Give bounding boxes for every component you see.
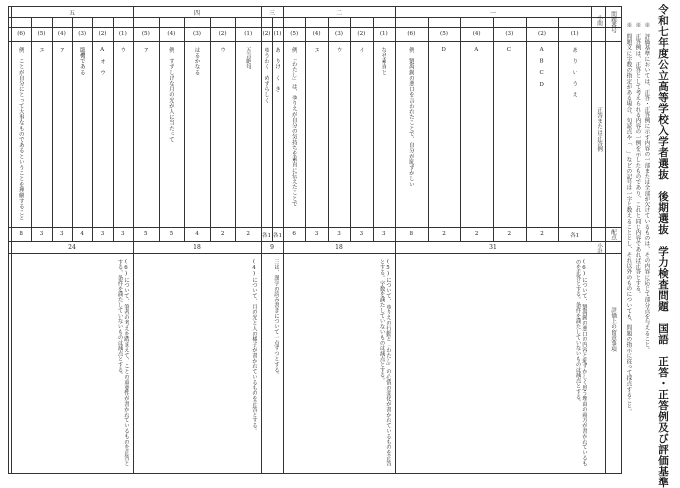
section-5-q4-answer: ア (58, 47, 65, 53)
section-5-q5-answer: エ (38, 47, 45, 53)
section-5-label: 五 (68, 10, 75, 17)
section-3-label: 三 (268, 10, 275, 17)
section-2-q5-answer: 例 「わたし」は、ゆりえが自分の気持ちを素直に伝えたことで (290, 47, 297, 207)
section-1-q6-number: (6) (407, 31, 416, 37)
header-shokei: 小計 (596, 243, 602, 255)
section-2-q2-answer: イ (357, 47, 364, 53)
section-2-q5-points: 6 (292, 231, 296, 237)
section-5-q3-answer: 臨機である (78, 47, 85, 75)
section-5-q3-points: 4 (80, 231, 84, 237)
section-5-q4-number: (4) (57, 31, 66, 37)
note-1: ※ 評価基準においては、正答・正答例に示す内容の一部または全部が欠けているものは、その内容に応じて部分点を与えること。 (643, 22, 650, 353)
section-2-q2-points: 3 (359, 231, 364, 237)
header-shomon: 小問 (596, 15, 602, 27)
section-1-q3-number: (3) (505, 31, 514, 37)
section-4-q2-points: 2 (220, 231, 225, 237)
section-4-q5-points: 5 (144, 231, 148, 237)
section-1-criteria: (6)について、劉禹錫の悪口の内容と恥ずかしく思う理由の両方が書かれているものを正答とする。条件を満たしていないものは減点とする。 (574, 259, 587, 466)
section-4-label: 四 (193, 10, 200, 17)
section-2-q2-number: (2) (357, 31, 366, 37)
section-4-q1-answer: 五言絶句 (244, 47, 251, 70)
section-1-subtotal: 31 (489, 244, 497, 251)
header-kumon: 問題番号 (610, 11, 616, 34)
section-1-q1-number: (1) (570, 31, 579, 37)
section-2-q5-number: (5) (290, 31, 299, 37)
section-4-q1-points: 2 (246, 231, 250, 237)
section-1-q3-points: 2 (507, 231, 512, 237)
section-5-q4-points: 3 (60, 231, 64, 237)
section-2-q1-points: 3 (382, 231, 386, 237)
section-5-q2-points: 3 (100, 231, 105, 237)
section-5-q5-points: 3 (39, 231, 44, 237)
answer-table (8, 6, 622, 474)
section-2-q4-number: (4) (312, 31, 321, 37)
section-2-q1-answer: なぜ素直と (380, 47, 387, 75)
note-2: ※ 正答例は、正答として考えられる内容の一例を示したものであり、これと同じ内容であれば正答とする。 (634, 22, 641, 297)
section-1-q6-answer: 例 劉禹錫の悪口を言われたことで、自分が恥ずかしい (407, 47, 414, 187)
note-3: ※ 問題文に字数の指定がある場合、句読点や「 」などの記号は一字と数えることとし、それ以外のものについても、問題の指示に従って採点すること。 (625, 22, 632, 415)
section-5-q2-number: (2) (98, 31, 107, 37)
section-3-q1-answer: あ りけ く き (274, 47, 281, 92)
section-4-q4-number: (4) (167, 31, 176, 37)
section-1-q4-answer: A (473, 47, 480, 53)
section-5-q6-answer: 例 ことが自分にとって大事なものであるということを理解すること (17, 47, 24, 221)
section-4-q5-number: (5) (141, 31, 150, 37)
section-2-q1-number: (1) (379, 31, 388, 37)
section-5-q1-points: 3 (121, 231, 125, 237)
section-4-subtotal: 18 (193, 244, 201, 251)
section-5-q6-points: 8 (19, 231, 23, 237)
header-seito: 正答または正答例 (596, 107, 602, 152)
section-1-q4-points: 2 (474, 231, 479, 237)
section-3-subtotal: 9 (270, 244, 274, 251)
header-hyoka: 評価上の留意事項 (610, 307, 616, 352)
section-5-q1-answer: ウ (119, 47, 126, 53)
section-1-q5-points: 2 (442, 231, 446, 237)
section-1-q2-number: (2) (538, 31, 546, 37)
section-1-q2-answer: A B C D (538, 47, 545, 88)
section-5-q1-number: (1) (118, 31, 127, 37)
section-2-label: 二 (335, 10, 342, 17)
section-5-q2-answer: A オ ウ (99, 47, 106, 76)
section-4-criteria: (4)について、月の光と人の様子が書かれているものを正答とする。 (251, 259, 257, 434)
section-1-q1-points: 各1 (570, 233, 580, 239)
section-3-q2-number: (2) (262, 31, 271, 37)
section-1-q6-points: 8 (409, 231, 414, 237)
section-4-q2-number: (2) (218, 31, 227, 37)
section-5-q5-number: (5) (37, 31, 46, 37)
section-2-q3-answer: ウ (335, 47, 342, 53)
section-1-q4-number: (4) (472, 31, 481, 37)
section-3-criteria: 三は、漢字の読み書きについて一点ずつとする。 (273, 259, 279, 378)
section-1-q2-points: 2 (540, 231, 544, 237)
section-1-q5-number: (5) (440, 31, 448, 37)
section-2-subtotal: 18 (335, 244, 343, 251)
section-4-q5-answer: ア (142, 47, 149, 53)
section-2-q3-points: 3 (337, 231, 341, 237)
section-3-q2-answer: ゆうわく めずらしく (263, 47, 270, 103)
section-2-q3-number: (3) (335, 31, 343, 37)
section-3-q2-points: 各1 (261, 233, 272, 239)
section-4-q4-answer: 例 すずしげな月の光が人に当たって (167, 47, 174, 143)
section-3-q1-number: (1) (273, 31, 282, 37)
document-title: 令和七年度公立高等学校入学者選抜 後期選抜 学力検査問題 国語 正答・正答例及び評価基準 (657, 4, 669, 488)
section-5-q6-number: (6) (17, 31, 26, 37)
section-4-q3-answer: はるかなる (193, 47, 200, 75)
section-1-q5-answer: D (440, 47, 447, 53)
section-2-q4-points: 3 (314, 231, 319, 237)
section-1-label: 一 (489, 10, 496, 17)
section-4-q4-points: 5 (169, 231, 174, 237)
section-4-q1-number: (1) (244, 31, 253, 37)
section-2-q4-answer: エ (313, 47, 320, 53)
section-3-q1-points: 各1 (272, 233, 283, 239)
section-5-q3-number: (3) (78, 31, 87, 37)
section-4-q3-points: 4 (195, 231, 199, 237)
section-2-criteria: (5)について、ゆりえの行動と「わたし」の心情の変化が書かれているものを正答とする。字数を満たしていないものは減点とする。 (378, 259, 391, 466)
section-1-q1-answer: あ り い う え (571, 47, 578, 98)
section-5-subtotal: 24 (68, 244, 76, 251)
section-4-q3-number: (3) (193, 31, 201, 37)
header-haiten: 配点 (610, 229, 616, 241)
section-5-criteria: (6)について、筆者の考えを踏まえて、ことの重要性が書かれているものを正答とする。条件を満たしていないものは減点とする。 (116, 259, 129, 466)
section-1-q3-answer: C (505, 47, 512, 53)
section-4-q2-answer: ウ (219, 47, 226, 53)
